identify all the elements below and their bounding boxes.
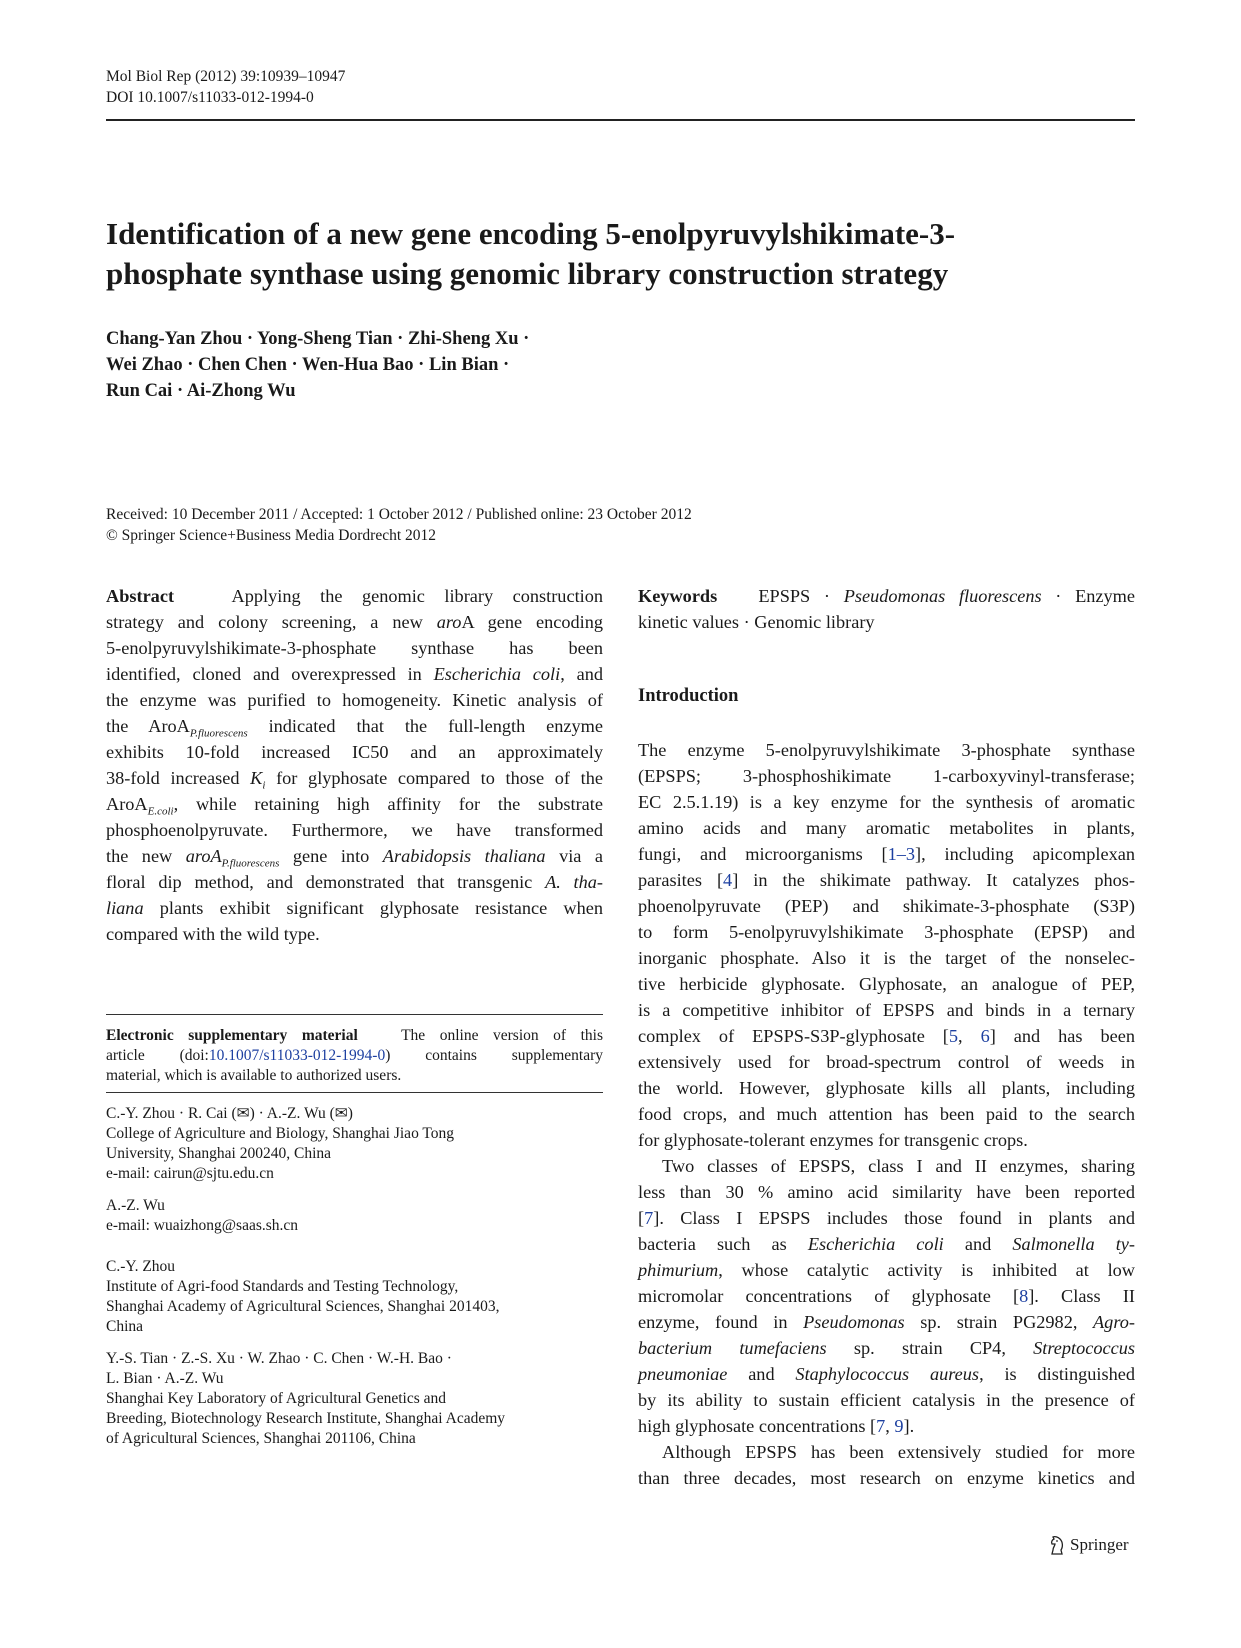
introduction-heading: Introduction (638, 686, 739, 706)
abstract-line: compared with the wild type. (106, 924, 320, 944)
intro-line: (EPSPS; 3-phosphoshikimate 1-carboxyvinyl-transferase; (638, 766, 1135, 786)
intro-line: by its ability to sustain efficient catalysis in the presence of (638, 1390, 1135, 1410)
abstract-heading: Abstract (106, 586, 175, 606)
intro-line: micromolar concentrations of glyphosate [8]. Class II (638, 1286, 1136, 1306)
intro-line: fungi, and microorganisms [1–3], including apicomplexan (638, 844, 1135, 864)
abstract (106, 583, 603, 947)
intro-line: phoenolpyruvate (PEP) and shikimate-3-phosphate (S3P) (638, 896, 1135, 916)
copyright-notice: © Springer Science+Business Media Dordrecht 2012 (106, 527, 437, 544)
intro-line: [7]. Class I EPSPS includes those found in plants and (638, 1208, 1135, 1228)
abstract-line: 5-enolpyruvylshikimate-3-phosphate synthase has been (106, 638, 603, 658)
title-line-2: phosphate synthase using genomic library construction strategy (106, 256, 949, 291)
publisher-mark (1048, 1535, 1129, 1555)
abstract-line: AroA$_{E.coli}$, while retaining high affinity for the substrate (106, 794, 603, 818)
keywords-heading: Keywords (638, 586, 718, 606)
intro-line: bacterium tumefaciens sp. strain CP4, Streptococcus (638, 1338, 1136, 1358)
affiliation-names: A.-Z. Wu (106, 1197, 165, 1214)
abstract-line: floral dip method, and demonstrated that transgenic A. tha- (106, 872, 603, 892)
intro-line: EC 2.5.1.19) is a key enzyme for the synthesis of aromatic (638, 792, 1135, 812)
authors-line-3: Run Cai · Ai-Zhong Wu (106, 381, 296, 401)
affiliation-names: C.-Y. Zhou · R. Cai (✉) · A.-Z. Wu (✉) (106, 1105, 353, 1122)
affiliation-block (106, 1196, 606, 1236)
intro-line: bacteria such as Escherichia coli and Salmonella ty- (638, 1234, 1135, 1254)
citation-link[interactable]: 7 (876, 1416, 886, 1436)
affiliation-names: L. Bian · A.-Z. Wu (106, 1370, 224, 1387)
affiliation-email[interactable]: e-mail: wuaizhong@saas.sh.cn (106, 1217, 299, 1234)
affiliation-line: Breeding, Biotechnology Research Institute, Shanghai Academy (106, 1410, 506, 1427)
supplementary-line: Electronic supplementary material The online version of this (106, 1027, 603, 1044)
intro-line: amino acids and many aromatic metabolites in plants, (638, 818, 1135, 838)
intro-line: high glyphosate concentrations [7, 9]. (638, 1416, 915, 1436)
intro-line: is a competitive inhibitor of EPSPS and binds in a ternary (638, 1000, 1135, 1020)
intro-line: less than 30 % amino acid similarity have been reported (638, 1182, 1135, 1202)
citation-link[interactable]: 4 (723, 870, 733, 890)
authors-line-2: Wei Zhao · Chen Chen · Wen-Hua Bao · Lin Bian · (106, 355, 510, 375)
introduction-body (638, 737, 1135, 1491)
supplementary-note (106, 1026, 603, 1086)
citation-link[interactable]: 6 (980, 1026, 990, 1046)
citation-link[interactable]: 8 (1019, 1286, 1029, 1306)
intro-line: than three decades, most research on enzyme kinetics and (638, 1468, 1135, 1488)
publisher-name: Springer (1070, 1535, 1129, 1554)
abstract-line: the AroA$_{P.fluorescens}$ indicated that the full-length enzyme (106, 716, 603, 740)
intro-line: inorganic phosphate. Also it is the target of the nonselec- (638, 948, 1135, 968)
citation-link[interactable]: 7 (644, 1208, 654, 1228)
journal-doi: DOI 10.1007/s11033-012-1994-0 (106, 89, 314, 106)
header-rule (106, 119, 1135, 121)
abstract-line: identified, cloned and overexpressed in Escherichia coli, and (106, 664, 603, 684)
journal-citation: Mol Biol Rep (2012) 39:10939–10947 (106, 68, 346, 85)
springer-knight-icon (1048, 1535, 1066, 1555)
supplementary-line: article (doi:10.1007/s11033-012-1994-0) contains supplementary (106, 1047, 603, 1064)
affiliation-line: College of Agriculture and Biology, Shanghai Jiao Tong (106, 1125, 455, 1142)
keywords-line: kinetic values · Genomic library (638, 612, 875, 632)
affiliation-names: C.-Y. Zhou (106, 1258, 176, 1275)
intro-line: to form 5-enolpyruvylshikimate 3-phosphate (EPSP) and (638, 922, 1135, 942)
abstract-line: the enzyme was purified to homogeneity. Kinetic analysis of (106, 690, 603, 710)
author-list (106, 326, 529, 404)
footnote-rule (106, 1014, 603, 1015)
affiliation-block (106, 1104, 606, 1184)
affiliation-line: China (106, 1318, 144, 1335)
abstract-line: liana plants exhibit significant glyphosate resistance when (106, 898, 603, 918)
affiliation-line: Shanghai Academy of Agricultural Sciences, Shanghai 201403, (106, 1298, 500, 1315)
citation-link[interactable]: 1–3 (887, 844, 916, 864)
intro-line: extensively used for broad-spectrum control of weeds in (638, 1052, 1135, 1072)
affiliation-line: University, Shanghai 200240, China (106, 1145, 332, 1162)
abstract-line: 38-fold increased $K_i$ for glyphosate compared to those of the (106, 768, 603, 792)
citation-link[interactable]: 5 (948, 1026, 959, 1046)
supplementary-line: material, which is available to authorized users. (106, 1067, 402, 1084)
title-line-1: Identification of a new gene encoding 5-enolpyruvylshikimate-3- (106, 216, 956, 251)
intro-line: food crops, and much attention has been paid to the search (638, 1104, 1135, 1124)
abstract-line: Abstract Applying the genomic library construction (106, 586, 604, 606)
intro-line: complex of EPSPS-S3P-glyphosate [5, 6] and has been (638, 1026, 1136, 1046)
affiliation-line: Shanghai Key Laboratory of Agricultural Genetics and (106, 1390, 447, 1407)
intro-line: the world. However, glyphosate kills all plants, including (638, 1078, 1135, 1098)
publication-dates (106, 504, 692, 546)
intro-line: Two classes of EPSPS, class I and II enzymes, sharing (662, 1156, 1135, 1176)
intro-line: pneumoniae and Staphylococcus aureus, is distinguished (638, 1364, 1135, 1384)
affiliation-rule (106, 1092, 603, 1093)
keywords-line: Keywords EPSPS · Pseudomonas fluorescens · Enzyme (638, 586, 1135, 606)
supplementary-doi-link[interactable]: 10.1007/s11033-012-1994-0 (208, 1047, 386, 1064)
authors-line-1: Chang-Yan Zhou · Yong-Sheng Tian · Zhi-Sheng Xu · (106, 329, 530, 349)
intro-line: for glyphosate-tolerant enzymes for transgenic crops. (638, 1130, 1028, 1150)
affiliation-block (106, 1257, 606, 1337)
affiliation-block (106, 1349, 606, 1449)
keywords (638, 583, 1135, 635)
affiliation-line: Institute of Agri-food Standards and Testing Technology, (106, 1278, 459, 1295)
intro-line: phimurium, whose catalytic activity is inhibited at low (638, 1260, 1135, 1280)
abstract-line: strategy and colony screening, a new aroA gene encoding (106, 612, 604, 632)
citation-link[interactable]: 9 (894, 1416, 904, 1436)
affiliation-names: Y.-S. Tian · Z.-S. Xu · W. Zhao · C. Chen · W.-H. Bao · (106, 1350, 452, 1367)
intro-line: enzyme, found in Pseudomonas sp. strain PG2982, Agro- (638, 1312, 1135, 1332)
paper-title (106, 214, 1146, 294)
intro-line: Although EPSPS has been extensively studied for more (662, 1442, 1135, 1462)
abstract-line: the new aroA$_{P.fluorescens}$ gene into Arabidopsis thaliana via a (106, 846, 603, 870)
intro-line: tive herbicide glyphosate. Glyphosate, an analogue of PEP, (638, 974, 1135, 994)
intro-line: parasites [4] in the shikimate pathway. It catalyzes phos- (638, 870, 1135, 890)
affiliation-line: of Agricultural Sciences, Shanghai 201106, China (106, 1430, 416, 1447)
history-dates: Received: 10 December 2011 / Accepted: 1 October 2012 / Published online: 23 October 2012 (106, 506, 692, 523)
journal-header (106, 66, 345, 108)
intro-line: The enzyme 5-enolpyruvylshikimate 3-phosphate synthase (638, 740, 1135, 760)
affiliation-email[interactable]: e-mail: cairun@sjtu.edu.cn (106, 1165, 274, 1182)
abstract-line: exhibits 10-fold increased IC50 and an approximately (106, 742, 603, 762)
abstract-line: phosphoenolpyruvate. Furthermore, we have transformed (106, 820, 603, 840)
